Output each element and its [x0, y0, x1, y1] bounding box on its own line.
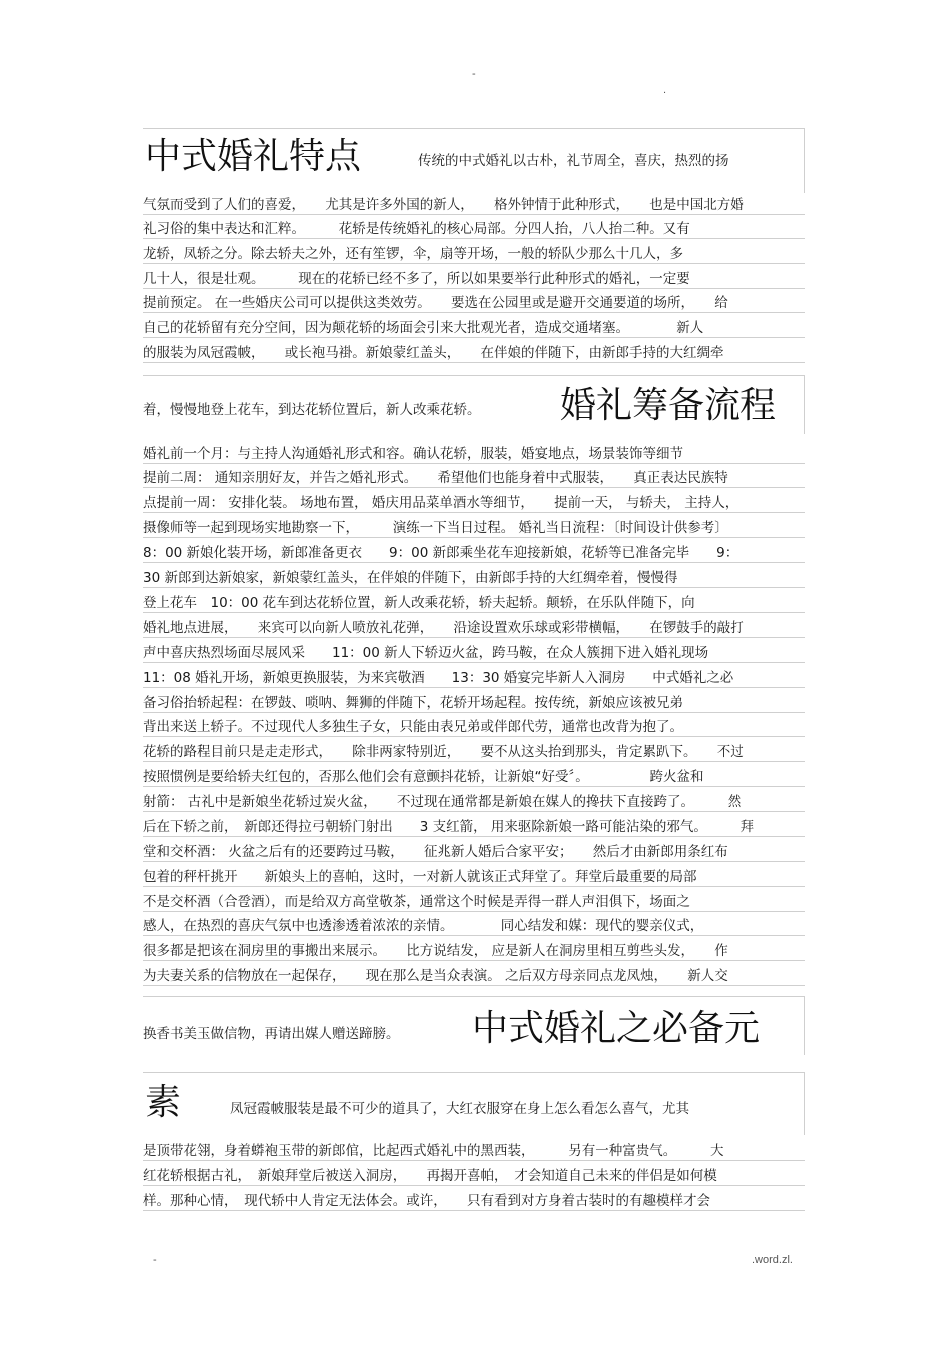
section-intro: 传统的中式婚礼以古朴，礼节周全，喜庆，热烈的扬 — [418, 153, 729, 169]
section-title-continued: 素 — [145, 1082, 182, 1123]
paragraph-line: 备习俗抬轿起程：在锣鼓、唢呐、舞狮的伴随下，花轿开场起程。按传统，新娘应该被兄弟 — [143, 694, 805, 713]
section-lead: 着，慢慢地登上花车，到达花轿位置后，新人改乘花轿。 — [143, 402, 481, 418]
section-title: 中式婚礼之必备元 — [472, 1008, 761, 1049]
footer-mark-right: .word.zl. — [752, 1254, 793, 1266]
paragraph-line: 样。那种心情， 现代轿中人肯定无法体会。或许， 只有看到对方身着古装时的有趣模样才会 — [143, 1192, 805, 1211]
paragraph-line: 的服装为凤冠霞帔， 或长袍马褂。新娘蒙红盖头， 在伴娘的伴随下，由新郎手持的大红绸牵 — [143, 344, 805, 363]
footer-mark-left: - — [153, 1254, 157, 1266]
paragraph-line: 气氛而受到了人们的喜爱， 尤其是许多外国的新人， 格外钟情于此种形式， 也是中国北方婚 — [143, 196, 805, 215]
paragraph-line: 几十人，很是壮观。 现在的花轿已经不多了，所以如果要举行此种形式的婚礼，一定要 — [143, 270, 805, 289]
section-title: 婚礼筹备流程 — [560, 385, 777, 426]
paragraph-line: 感人，在热烈的喜庆气氛中也透渗透着浓浓的亲情。 同心结发和媒：现代的婴亲仪式， — [143, 917, 805, 936]
paragraph-line: 婚礼地点进展， 来宾可以向新人喷放礼花弹， 沿途设置欢乐球或彩带横幅， 在锣鼓手的敲打 — [143, 619, 805, 638]
section-intro: 凤冠霞帔服装是最不可少的道具了，大红衣服穿在身上怎么看怎么喜气，尤其 — [230, 1101, 689, 1117]
paragraph-line: 8：00 新娘化装开场，新郎准备更衣 9：00 新郎乘坐花车迎接新娘，花轿等已准备完毕 9： — [143, 544, 805, 563]
section-title: 中式婚礼特点 — [145, 136, 362, 177]
paragraph-line: 登上花车 10：00 花车到达花轿位置，新人改乘花轿，轿夫起轿。颠轿，在乐队伴随下，向 — [143, 594, 805, 613]
paragraph-line: 背出来送上轿子。不过现代人多独生子女，只能由表兄弟或伴郎代劳，通常也改背为抱了。 — [143, 718, 805, 737]
paragraph-line: 花轿的路程目前只是走走形式， 除非两家特别近， 要不从这头抬到那头，肯定累趴下。 不过 — [143, 743, 805, 762]
paragraph-line: 包着的秤杆挑开 新娘头上的喜帕，这时，一对新人就该正式拜堂了。拜堂后最重要的局部 — [143, 868, 805, 887]
paragraph-line: 射箭： 古礼中是新娘坐花轿过炭火盆， 不过现在通常都是新娘在媒人的搀扶下直接跨了。 然 — [143, 793, 805, 812]
paragraph-line: 声中喜庆热烈场面尽展风采 11：00 新人下轿迈火盆，跨马鞍，在众人簇拥下进入婚礼现场 — [143, 644, 805, 663]
header-mark-left: - — [472, 68, 476, 80]
paragraph-line: 提前预定。 在一些婚庆公司可以提供这类效劳。 要选在公园里或是避开交通要道的场所， 给 — [143, 294, 805, 313]
paragraph-line: 后在下轿之前， 新郎还得拉弓朝轿门射出 3 支红箭， 用来驱除新娘一路可能沾染的邪气。 拜 — [143, 818, 805, 837]
paragraph-line: 是顶带花翎，身着蟒袍玉带的新郎倌，比起西式婚礼中的黑西装， 另有一种富贵气。 大 — [143, 1142, 805, 1161]
paragraph-line: 提前二周： 通知亲朋好友，并告之婚礼形式。 希望他们也能身着中式服装， 真正表达民族特 — [143, 469, 805, 488]
paragraph-line: 很多都是把该在洞房里的事搬出来展示。 比方说结发， 应是新人在洞房里相互剪些头发， 作 — [143, 942, 805, 961]
paragraph-line: 为夫妻关系的信物放在一起保存， 现在那么是当众表演。 之后双方母亲同点龙凤烛， 新人交 — [143, 967, 805, 986]
paragraph-line: 摄像师等一起到现场实地勘察一下， 演练一下当日过程。 婚礼当日流程：〔时间设计供参考〕 — [143, 519, 805, 538]
paragraph-line: 龙轿，凤轿之分。除去轿夫之外，还有笙锣，伞，扇等开场，一般的轿队少那么十几人，多 — [143, 245, 805, 264]
paragraph-line: 30 新郎到达新娘家，新娘蒙红盖头，在伴娘的伴随下，由新郎手持的大红绸牵着，慢慢得 — [143, 569, 805, 588]
paragraph-line: 自己的花轿留有充分空间，因为颠花轿的场面会引来大批观光者，造成交通堵塞。 新人 — [143, 319, 805, 338]
paragraph-line: 红花轿根据古礼， 新娘拜堂后被送入洞房， 再揭开喜帕， 才会知道自己未来的伴侣是如何模 — [143, 1167, 805, 1186]
paragraph-line: 点提前一周： 安排化装。 场地布置， 婚庆用品菜单酒水等细节， 提前一天， 与轿夫， 主持人， — [143, 494, 805, 513]
paragraph-line: 11：08 婚礼开场，新娘更换服装，为来宾敬酒 13：30 婚宴完毕新人入洞房 中式婚礼之必 — [143, 669, 805, 688]
paragraph-line: 按照惯例是要给轿夫红包的，否那么他们会有意颤抖花轿，让新娘“好受〞。 跨火盆和 — [143, 768, 805, 787]
paragraph-line: 堂和交杯酒： 火盆之后有的还要跨过马鞍， 征兆新人婚后合家平安； 然后才由新郎用条红布 — [143, 843, 805, 862]
paragraph-line: 不是交杯酒（合卺酒），而是给双方高堂敬茶，通常这个时候是弄得一群人声泪俱下，场面之 — [143, 893, 805, 912]
header-mark-right: . — [663, 84, 667, 96]
paragraph-line: 礼习俗的集中表达和汇粹。 花轿是传统婚礼的核心局部。分四人抬，八人抬二种。又有 — [143, 220, 805, 239]
section-lead: 换香书美玉做信物，再请出媒人赠送蹄膀。 — [143, 1026, 400, 1042]
paragraph-line: 婚礼前一个月：与主持人沟通婚礼形式和容。确认花轿，服装，婚宴地点，场景装饰等细节 — [143, 445, 805, 464]
